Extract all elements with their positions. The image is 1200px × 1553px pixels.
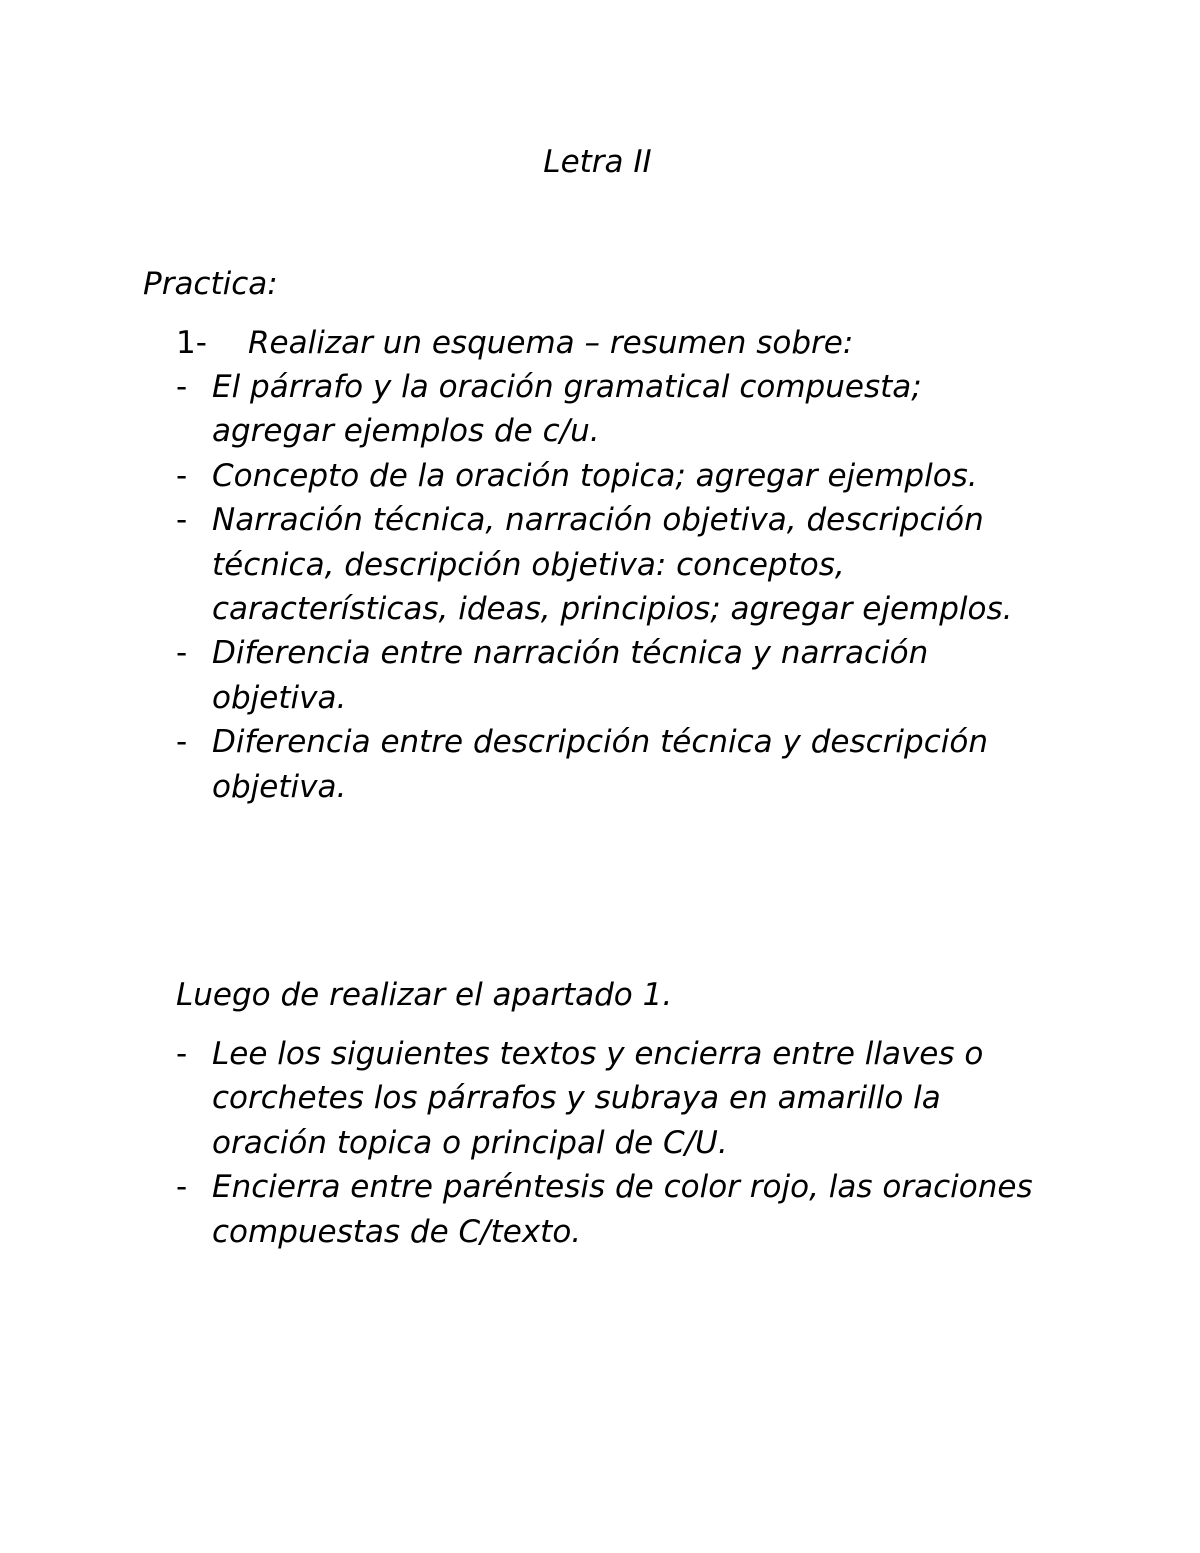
- bullet-dash: -: [176, 635, 188, 672]
- bullet-dash: -: [176, 369, 188, 405]
- bullet-dash: -: [176, 1036, 188, 1072]
- list-item: [176, 631, 1046, 720]
- list-item-text: Lee los siguientes textos y encierra entre llaves o corchetes los párrafos y subraya en amarillo la oración topica o principal de C/U.: [212, 1036, 984, 1161]
- list-item: [176, 1032, 1046, 1165]
- list-item-text: Diferencia entre descripción técnica y descripción objetiva.: [212, 724, 988, 805]
- numbered-item-text: Realizar un esquema – resumen sobre:: [248, 325, 854, 361]
- item-number: 1-: [176, 325, 207, 361]
- section-label: Practica:: [143, 266, 278, 302]
- bullet-dash: -: [176, 724, 188, 761]
- list-item: [176, 720, 1046, 809]
- list-item: [176, 498, 1046, 631]
- list-item-text: Diferencia entre narración técnica y narración objetiva.: [212, 635, 929, 716]
- summary-topics-list: [176, 365, 1046, 809]
- list-item: [176, 1165, 1046, 1254]
- list-item: [176, 365, 1046, 454]
- list-item-text: Encierra entre paréntesis de color rojo, las oraciones compuestas de C/texto.: [212, 1169, 1033, 1250]
- bullet-dash: -: [176, 502, 188, 539]
- exercise-list: [176, 1032, 1046, 1254]
- follow-up-instruction: Luego de realizar el apartado 1.: [176, 977, 673, 1013]
- list-item-text: Narración técnica, narración objetiva, descripción técnica, descripción objetiva: conceptos, características, ideas, principios; agregar ejemplos.: [212, 502, 1013, 628]
- page-title: Letra II: [543, 144, 652, 180]
- list-item-text: El párrafo y la oración gramatical compuesta; agregar ejemplos de c/u.: [212, 369, 922, 450]
- numbered-item: [176, 321, 853, 365]
- list-item-text: Concepto de la oración topica; agregar ejemplos.: [212, 457, 978, 494]
- list-item: [176, 454, 1046, 498]
- bullet-dash: -: [176, 457, 188, 494]
- bullet-dash: -: [176, 1169, 188, 1206]
